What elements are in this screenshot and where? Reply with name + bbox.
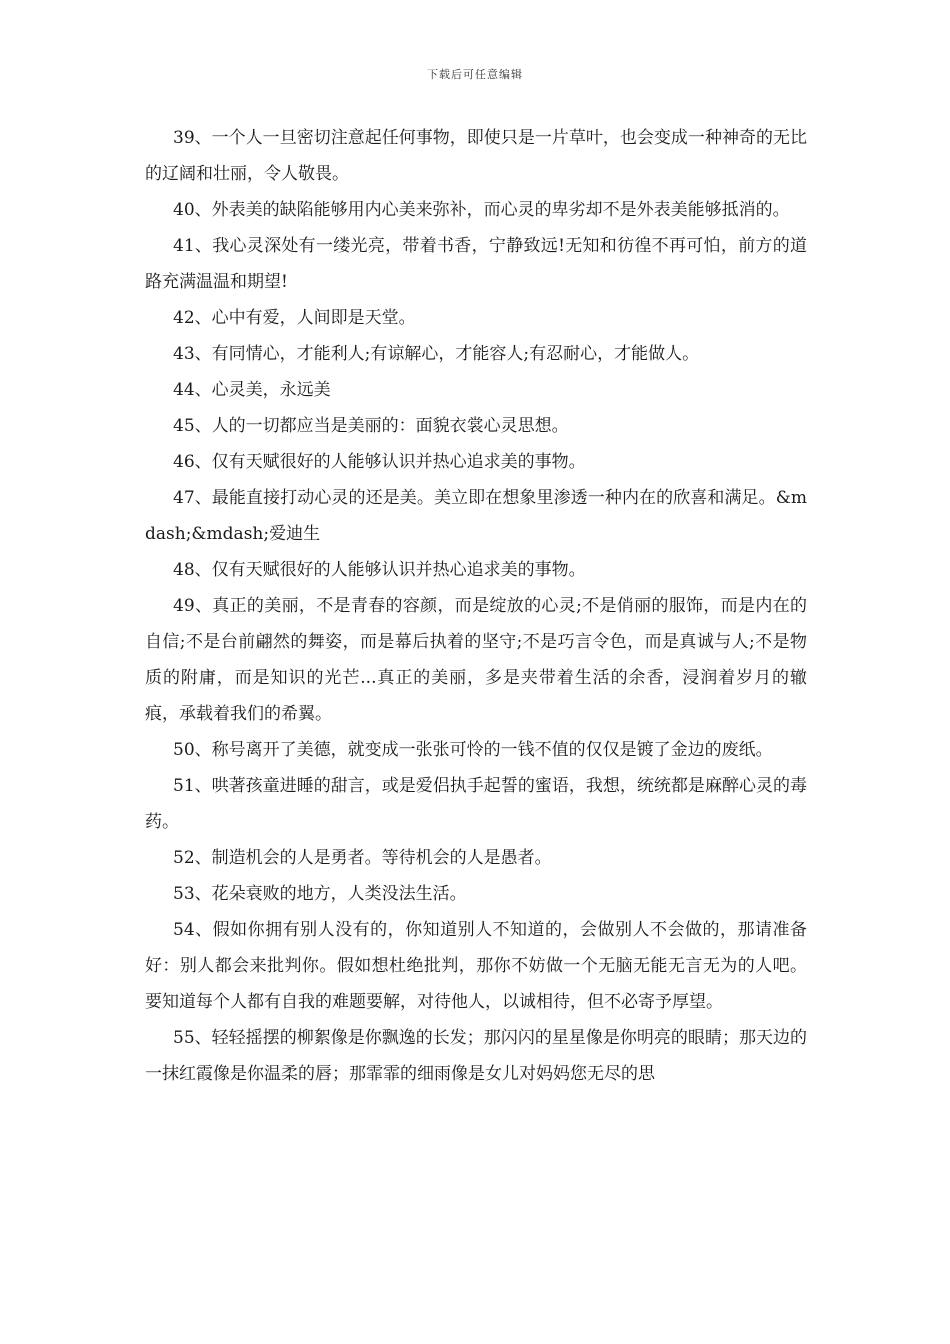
paragraph-48: 48、仅有天赋很好的人能够认识并热心追求美的事物。: [173, 560, 586, 580]
paragraph-49: 49、真正的美丽，不是青春的容颜，而是绽放的心灵;不是俏丽的服饰，而是内在的自信;不是台前翩然的舞姿，而是幕后执着的坚守;不是巧言令色，而是真诚与人;不是物质的附庸，而是知识的光芒...真正的美丽，多是夹带着生活的余香，浸润着岁月的辙痕，承载着我们的希翼。: [145, 596, 807, 724]
page-header: 下载后可任意编辑: [427, 68, 523, 81]
paragraph-42: 42、心中有爱，人间即是天堂。: [173, 308, 416, 328]
paragraph-46: 46、仅有天赋很好的人能够认识并热心追求美的事物。: [173, 452, 586, 472]
paragraph-41: 41、我心灵深处有一缕光亮，带着书香，宁静致远!无知和彷徨不再可怕，前方的道路充满温温和期望!: [145, 236, 807, 292]
paragraph-44: 44、心灵美，永远美: [173, 380, 331, 400]
paragraph-43: 43、有同情心，才能利人;有谅解心，才能容人;有忍耐心，才能做人。: [173, 344, 700, 364]
paragraph-39: 39、一个人一旦密切注意起任何事物，即使只是一片草叶，也会变成一种神奇的无比的辽阔和壮丽，令人敬畏。: [145, 128, 807, 184]
paragraph-40: 40、外表美的缺陷能够用内心美来弥补，而心灵的卑劣却不是外表美能够抵消的。: [173, 200, 790, 220]
paragraph-52: 52、制造机会的人是勇者。等待机会的人是愚者。: [173, 848, 552, 868]
paragraph-45: 45、人的一切都应当是美丽的：面貌衣裳心灵思想。: [173, 416, 569, 436]
document-body: [145, 120, 807, 1092]
paragraph-55: 55、轻轻摇摆的柳絮像是你飘逸的长发；那闪闪的星星像是你明亮的眼睛；那天边的一抹红霞像是你温柔的唇；那霏霏的细雨像是女儿对妈妈您无尽的思: [145, 1028, 807, 1084]
paragraph-53: 53、花朵衰败的地方，人类没法生活。: [173, 884, 467, 904]
paragraph-54: 54、假如你拥有别人没有的，你知道别人不知道的，会做别人不会做的，那请准备好：别人都会来批判你。假如想杜绝批判，那你不妨做一个无脑无能无言无为的人吧。要知道每个人都有自我的难题要解，对待他人，以诚相待，但不必寄予厚望。: [145, 920, 807, 1012]
paragraph-50: 50、称号离开了美德，就变成一张张可怜的一钱不值的仅仅是镀了金边的废纸。: [173, 740, 773, 760]
paragraph-47: 47、最能直接打动心灵的还是美。美立即在想象里渗透一种内在的欣喜和满足。&mdash;&mdash;爱迪生: [145, 488, 807, 544]
paragraph-51: 51、哄著孩童进睡的甜言，或是爱侣执手起誓的蜜语，我想，统统都是麻醉心灵的毒药。: [145, 776, 807, 832]
